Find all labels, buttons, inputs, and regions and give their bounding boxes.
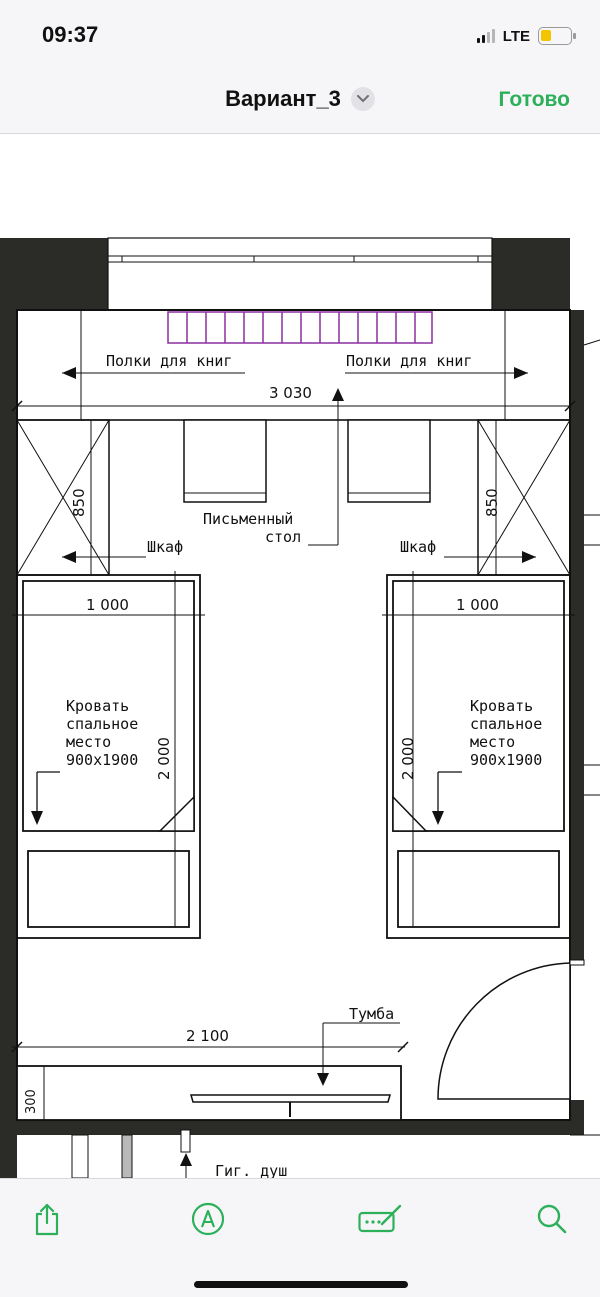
status-time: 09:37: [42, 22, 99, 47]
wall-right: [570, 310, 584, 960]
dim-tumba-depth: 300: [24, 1089, 39, 1114]
tv: [191, 1095, 390, 1102]
done-button[interactable]: Готово: [498, 88, 570, 111]
wall-top-right: [492, 238, 570, 310]
dim-wardrobe-right: 850: [483, 488, 501, 517]
wardrobe-left: [17, 420, 109, 575]
markup-pen-icon: [191, 1202, 225, 1236]
share-button[interactable]: [27, 1199, 67, 1239]
shelves-label-left: Полки для книг: [106, 352, 233, 370]
document-title[interactable]: Вариант_3: [225, 86, 341, 111]
tumba: [17, 1066, 401, 1120]
bottom-toolbar: [0, 1178, 600, 1297]
desk-left: [184, 420, 266, 502]
home-indicator[interactable]: [194, 1281, 408, 1288]
dim-bed-left-width: 1 000: [86, 596, 129, 614]
floor-plan-canvas[interactable]: Полки для книг Полки для книг 3 030 Письменный стол Шкаф Шкаф 850 850 1 000 1 000 2 000 2 000 Кровать спальное место 900х1900 Кровать спальное место 900х1900 Тумба 2 100 300 Гиг. душ: [0, 135, 600, 1178]
signature-icon: [358, 1203, 404, 1235]
dim-bed-right-length: 2 000: [399, 737, 417, 780]
dim-room-width: 3 030: [269, 384, 312, 402]
battery-icon: [538, 27, 572, 45]
desk-label-line1: Письменный: [203, 510, 294, 528]
radiator-marker: [168, 312, 432, 343]
shelves-label-right: Полки для книг: [346, 352, 473, 370]
dim-wardrobe-left: 850: [70, 488, 88, 517]
desk-label-line2: стол: [265, 528, 302, 546]
floor-plan-drawing: [0, 135, 600, 1178]
share-icon: [32, 1202, 62, 1236]
signature-button[interactable]: [358, 1199, 404, 1239]
wall-left: [0, 238, 17, 1178]
search-button[interactable]: [532, 1199, 572, 1239]
wardrobe-label-left: Шкаф: [147, 538, 184, 556]
search-icon: [536, 1203, 568, 1235]
door-swing: [438, 963, 570, 1099]
dim-tumba-length: 2 100: [186, 1027, 229, 1045]
bottom-label: Гиг. душ: [215, 1162, 288, 1178]
top-bar: [0, 0, 600, 134]
markup-button[interactable]: [188, 1199, 228, 1239]
wardrobe-label-right: Шкаф: [400, 538, 437, 556]
dim-bed-right-width: 1 000: [456, 596, 499, 614]
desk-right: [348, 420, 430, 502]
chevron-down-icon[interactable]: [351, 87, 375, 111]
wall-bottom: [0, 1120, 584, 1135]
tumba-label: Тумба: [349, 1005, 395, 1023]
shelves-zone: [17, 310, 570, 420]
window: [108, 238, 492, 310]
dim-bed-left-length: 2 000: [155, 737, 173, 780]
network-type: LTE: [502, 27, 530, 45]
cell-signal-icon: [477, 29, 495, 43]
status-indicators: [477, 24, 572, 48]
